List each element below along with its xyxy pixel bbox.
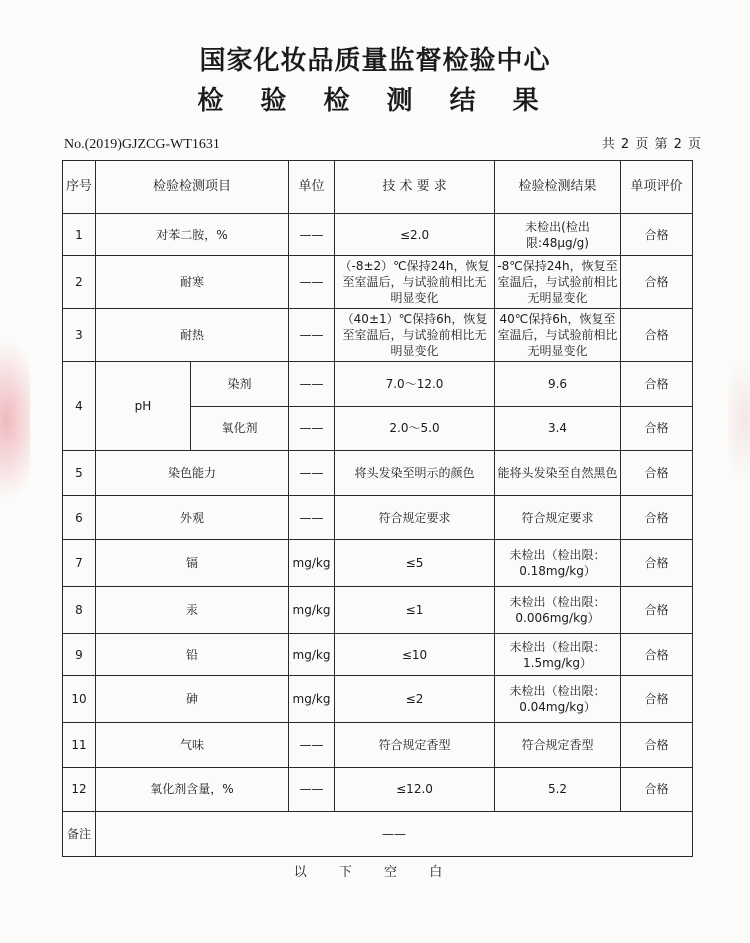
row-spec: ≤12.0 [335, 767, 495, 812]
row-item: pH [96, 361, 191, 450]
header-unit: 单位 [289, 161, 335, 214]
report-title: 检 验 检 测 结 果 [197, 86, 553, 116]
row-no: 1 [63, 213, 96, 256]
header-item: 检验检测项目 [96, 161, 289, 214]
row-eval: 合格 [621, 256, 693, 309]
row-no: 8 [63, 587, 96, 634]
row-unit: —— [289, 723, 335, 768]
row-unit: —— [289, 767, 335, 812]
table-row [63, 213, 693, 256]
row-no: 9 [63, 633, 96, 676]
row-eval: 合格 [621, 633, 693, 676]
row-eval: 合格 [621, 767, 693, 812]
row-result: 3.4 [495, 406, 621, 451]
row-result: 未检出（检出限：0.006mg/kg） [495, 587, 621, 634]
row-eval: 合格 [621, 540, 693, 587]
remark-label: 备注 [63, 812, 96, 857]
header-no: 序号 [63, 161, 96, 214]
row-subitem: 染剂 [191, 361, 289, 406]
row-eval: 合格 [621, 587, 693, 634]
table-row [63, 723, 693, 768]
row-eval: 合格 [621, 723, 693, 768]
row-item: 氧化剂含量，% [96, 767, 289, 812]
row-no: 10 [63, 676, 96, 723]
row-item: 铅 [96, 633, 289, 676]
row-unit: mg/kg [289, 676, 335, 723]
row-result: 未检出（检出限：0.18mg/kg） [495, 540, 621, 587]
header-eval: 单项评价 [621, 161, 693, 214]
row-spec: （-8±2）℃保持24h，恢复至室温后，与试验前相比无明显变化 [335, 256, 495, 309]
remark-row [63, 812, 693, 857]
row-result: 能将头发染至自然黑色 [495, 451, 621, 496]
row-result: 40℃保持6h，恢复至室温后，与试验前相比无明显变化 [495, 309, 621, 362]
row-spec: ≤2 [335, 676, 495, 723]
row-unit: mg/kg [289, 633, 335, 676]
table-row [63, 361, 693, 406]
row-eval: 合格 [621, 495, 693, 540]
table-row [63, 451, 693, 496]
table-row [63, 676, 693, 723]
row-spec: ≤5 [335, 540, 495, 587]
results-table [62, 160, 693, 857]
seal-fragment [728, 360, 750, 480]
row-eval: 合格 [621, 213, 693, 256]
row-item: 外观 [96, 495, 289, 540]
row-item: 耐寒 [96, 256, 289, 309]
row-unit: —— [289, 256, 335, 309]
red-seal-stamp [0, 340, 30, 500]
row-result: 5.2 [495, 767, 621, 812]
row-unit: —— [289, 213, 335, 256]
table-row [63, 309, 693, 362]
row-spec: ≤1 [335, 587, 495, 634]
row-item: 染色能力 [96, 451, 289, 496]
header-result: 检验检测结果 [495, 161, 621, 214]
row-spec: （40±1）℃保持6h，恢复至室温后，与试验前相比无明显变化 [335, 309, 495, 362]
row-unit: —— [289, 495, 335, 540]
table-header-row [63, 161, 693, 214]
row-item: 耐热 [96, 309, 289, 362]
row-result: 未检出（检出限：0.04mg/kg） [495, 676, 621, 723]
row-unit: mg/kg [289, 540, 335, 587]
row-spec: ≤2.0 [335, 213, 495, 256]
row-subitem: 氧化剂 [191, 406, 289, 451]
table-row [63, 495, 693, 540]
row-no: 7 [63, 540, 96, 587]
table-row [63, 540, 693, 587]
row-item: 砷 [96, 676, 289, 723]
row-unit: mg/kg [289, 587, 335, 634]
row-result: 未检出（检出限：1.5mg/kg） [495, 633, 621, 676]
row-eval: 合格 [621, 406, 693, 451]
row-no: 5 [63, 451, 96, 496]
row-result: -8℃保持24h，恢复至室温后，与试验前相比无明显变化 [495, 256, 621, 309]
row-result: 9.6 [495, 361, 621, 406]
remark-value: —— [96, 812, 693, 857]
row-unit: —— [289, 361, 335, 406]
row-no: 4 [63, 361, 96, 450]
row-eval: 合格 [621, 676, 693, 723]
row-no: 3 [63, 309, 96, 362]
row-unit: —— [289, 451, 335, 496]
row-spec: 2.0～5.0 [335, 406, 495, 451]
institution-title: 国家化妆品质量监督检验中心 [199, 46, 551, 76]
row-no: 11 [63, 723, 96, 768]
row-unit: —— [289, 406, 335, 451]
row-result: 未检出(检出限:48μg/g) [495, 213, 621, 256]
row-no: 12 [63, 767, 96, 812]
row-unit: —— [289, 309, 335, 362]
row-spec: 符合规定香型 [335, 723, 495, 768]
report-number: No.(2019)GJZCG-WT1631 [64, 137, 220, 152]
row-result: 符合规定香型 [495, 723, 621, 768]
row-spec: 7.0～12.0 [335, 361, 495, 406]
row-item: 对苯二胺，% [96, 213, 289, 256]
header-spec: 技 术 要 求 [335, 161, 495, 214]
row-spec: ≤10 [335, 633, 495, 676]
table-row [63, 587, 693, 634]
table-row [63, 256, 693, 309]
end-marker: 以 下 空 白 [293, 865, 457, 880]
row-eval: 合格 [621, 309, 693, 362]
page-indicator: 共 2 页 第 2 页 [601, 137, 702, 152]
row-eval: 合格 [621, 451, 693, 496]
row-item: 气味 [96, 723, 289, 768]
row-result: 符合规定要求 [495, 495, 621, 540]
row-no: 2 [63, 256, 96, 309]
row-spec: 符合规定要求 [335, 495, 495, 540]
table-row [63, 767, 693, 812]
row-item: 镉 [96, 540, 289, 587]
row-item: 汞 [96, 587, 289, 634]
table-row [63, 633, 693, 676]
row-eval: 合格 [621, 361, 693, 406]
row-no: 6 [63, 495, 96, 540]
row-spec: 将头发染至明示的颜色 [335, 451, 495, 496]
